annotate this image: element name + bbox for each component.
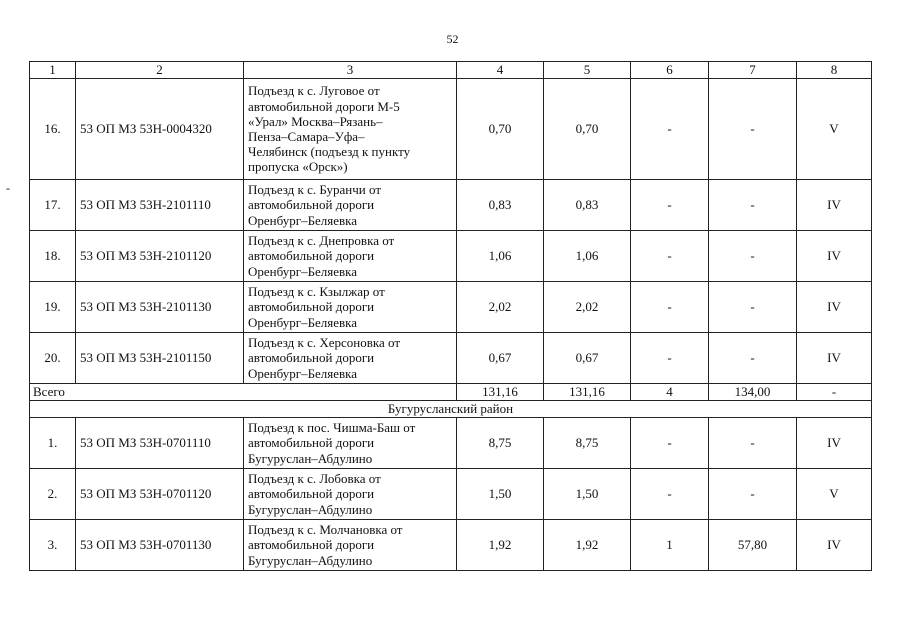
road-code: 53 ОП МЗ 53Н-2101130 bbox=[76, 282, 244, 333]
road-name-line: Оренбург–Беляевка bbox=[248, 263, 358, 279]
road-name bbox=[244, 418, 457, 469]
bridges-length: - bbox=[709, 282, 797, 333]
table-row bbox=[30, 469, 872, 520]
row-number: 18. bbox=[30, 231, 76, 282]
road-name-line: автомобильной дороги bbox=[248, 248, 375, 264]
road-name-line: Оренбург–Беляевка bbox=[248, 365, 358, 381]
length-total: 1,92 bbox=[457, 520, 544, 571]
road-code: 53 ОП МЗ 53Н-0701130 bbox=[76, 520, 244, 571]
bridges-length: - bbox=[709, 79, 797, 180]
bridges-count: 1 bbox=[631, 520, 709, 571]
road-name bbox=[244, 333, 457, 384]
road-name-line: Пенза–Самара–Уфа– bbox=[248, 129, 365, 144]
row-number: 3. bbox=[30, 520, 76, 571]
road-name-line: Подъезд к с. Херсоновка от bbox=[248, 335, 401, 351]
length-total: 8,75 bbox=[457, 418, 544, 469]
road-name-line: Челябинск (подъезд к пункту bbox=[248, 144, 411, 160]
roads-table bbox=[29, 61, 872, 571]
road-name-line: Подъезд к с. Молчановка от bbox=[248, 522, 403, 538]
district-title: Бугурусланский район bbox=[30, 401, 872, 418]
road-code: 53 ОП МЗ 53Н-0701110 bbox=[76, 418, 244, 469]
road-name bbox=[244, 469, 457, 520]
road-name-line: пропуска «Орск») bbox=[248, 159, 348, 175]
bridges-count: - bbox=[631, 282, 709, 333]
row-number: 19. bbox=[30, 282, 76, 333]
road-name-line: Подъезд к с. Днепровка от bbox=[248, 233, 395, 249]
bridges-count: - bbox=[631, 180, 709, 231]
length-total: 0,67 bbox=[457, 333, 544, 384]
bridges-length: - bbox=[709, 418, 797, 469]
road-name-line: автомобильной дороги bbox=[248, 537, 375, 553]
length-paved: 1,06 bbox=[544, 231, 631, 282]
length-total: 0,83 bbox=[457, 180, 544, 231]
total-length: 131,16 bbox=[457, 384, 544, 401]
total-bridges-count: 4 bbox=[631, 384, 709, 401]
bridges-length: - bbox=[709, 469, 797, 520]
road-category: IV bbox=[797, 282, 872, 333]
length-paved: 0,83 bbox=[544, 180, 631, 231]
page-number: 52 bbox=[446, 32, 459, 46]
table-row bbox=[30, 282, 872, 333]
total-category: - bbox=[797, 384, 872, 401]
bridges-count: - bbox=[631, 469, 709, 520]
road-code: 53 ОП МЗ 53Н-2101150 bbox=[76, 333, 244, 384]
bridges-count: - bbox=[631, 418, 709, 469]
road-name-line: автомобильной дороги bbox=[248, 486, 375, 502]
length-total: 0,70 bbox=[457, 79, 544, 180]
length-paved: 1,92 bbox=[544, 520, 631, 571]
total-label: Всего bbox=[30, 384, 457, 401]
road-category: V bbox=[797, 469, 872, 520]
road-name-line: автомобильной дороги bbox=[248, 435, 375, 451]
table-body bbox=[30, 62, 872, 571]
row-number: 17. bbox=[30, 180, 76, 231]
table-row bbox=[30, 180, 872, 231]
road-code: 53 ОП МЗ 53Н-2101110 bbox=[76, 180, 244, 231]
column-header: 2 bbox=[76, 62, 244, 79]
road-category: IV bbox=[797, 180, 872, 231]
road-name-line: Подъезд к с. Кзылжар от bbox=[248, 284, 385, 300]
road-name-line: Оренбург–Беляевка bbox=[248, 212, 358, 228]
table-row bbox=[30, 520, 872, 571]
road-category: IV bbox=[797, 231, 872, 282]
column-header: 6 bbox=[631, 62, 709, 79]
length-paved: 1,50 bbox=[544, 469, 631, 520]
bridges-count: - bbox=[631, 79, 709, 180]
row-number: 20. bbox=[30, 333, 76, 384]
length-total: 2,02 bbox=[457, 282, 544, 333]
bridges-count: - bbox=[631, 231, 709, 282]
table-row bbox=[30, 79, 872, 180]
length-paved: 2,02 bbox=[544, 282, 631, 333]
row-number: 2. bbox=[30, 469, 76, 520]
length-paved: 8,75 bbox=[544, 418, 631, 469]
row-number: 1. bbox=[30, 418, 76, 469]
road-code: 53 ОП МЗ 53Н-2101120 bbox=[76, 231, 244, 282]
road-code: 53 ОП МЗ 53Н-0004320 bbox=[76, 79, 244, 180]
road-code: 53 ОП МЗ 53Н-0701120 bbox=[76, 469, 244, 520]
bridges-length: - bbox=[709, 333, 797, 384]
length-total: 1,06 bbox=[457, 231, 544, 282]
column-header: 1 bbox=[30, 62, 76, 79]
road-name-line: «Урал» Москва–Рязань– bbox=[248, 113, 383, 129]
road-name-line: Бугуруслан–Абдулино bbox=[248, 552, 373, 568]
road-name bbox=[244, 520, 457, 571]
total-bridges-length: 134,00 bbox=[709, 384, 797, 401]
column-header: 8 bbox=[797, 62, 872, 79]
table-row bbox=[30, 418, 872, 469]
total-paved: 131,16 bbox=[544, 384, 631, 401]
length-total: 1,50 bbox=[457, 469, 544, 520]
road-name-line: Бугуруслан–Абдулино bbox=[248, 501, 373, 517]
road-name-line: автомобильной дороги bbox=[248, 197, 375, 213]
column-header: 4 bbox=[457, 62, 544, 79]
road-name-line: Подъезд к пос. Чишма-Баш от bbox=[248, 420, 416, 436]
length-paved: 0,70 bbox=[544, 79, 631, 180]
district-row bbox=[30, 401, 872, 418]
bridges-length: - bbox=[709, 231, 797, 282]
bridges-count: - bbox=[631, 333, 709, 384]
column-header: 7 bbox=[709, 62, 797, 79]
length-paved: 0,67 bbox=[544, 333, 631, 384]
road-name-line: Подъезд к с. Луговое от bbox=[248, 83, 380, 99]
road-name-line: автомобильной дороги bbox=[248, 350, 375, 366]
edge-mark: - bbox=[6, 181, 10, 195]
road-name bbox=[244, 231, 457, 282]
road-name-line: Подъезд к с. Буранчи от bbox=[248, 182, 382, 198]
column-header-row bbox=[30, 62, 872, 79]
road-category: IV bbox=[797, 333, 872, 384]
road-category: IV bbox=[797, 418, 872, 469]
bridges-length: - bbox=[709, 180, 797, 231]
road-name-line: Оренбург–Беляевка bbox=[248, 314, 358, 330]
road-name bbox=[244, 79, 457, 180]
table-row bbox=[30, 333, 872, 384]
road-name-line: Подъезд к с. Лобовка от bbox=[248, 471, 381, 487]
road-name-line: автомобильной дороги bbox=[248, 299, 375, 315]
column-header: 3 bbox=[244, 62, 457, 79]
table-row bbox=[30, 231, 872, 282]
bridges-length: 57,80 bbox=[709, 520, 797, 571]
road-category: IV bbox=[797, 520, 872, 571]
column-header: 5 bbox=[544, 62, 631, 79]
road-name bbox=[244, 180, 457, 231]
total-row bbox=[30, 384, 872, 401]
road-name-line: автомобильной дороги М-5 bbox=[248, 98, 400, 114]
road-category: V bbox=[797, 79, 872, 180]
road-name-line: Бугуруслан–Абдулино bbox=[248, 450, 373, 466]
row-number: 16. bbox=[30, 79, 76, 180]
road-name bbox=[244, 282, 457, 333]
